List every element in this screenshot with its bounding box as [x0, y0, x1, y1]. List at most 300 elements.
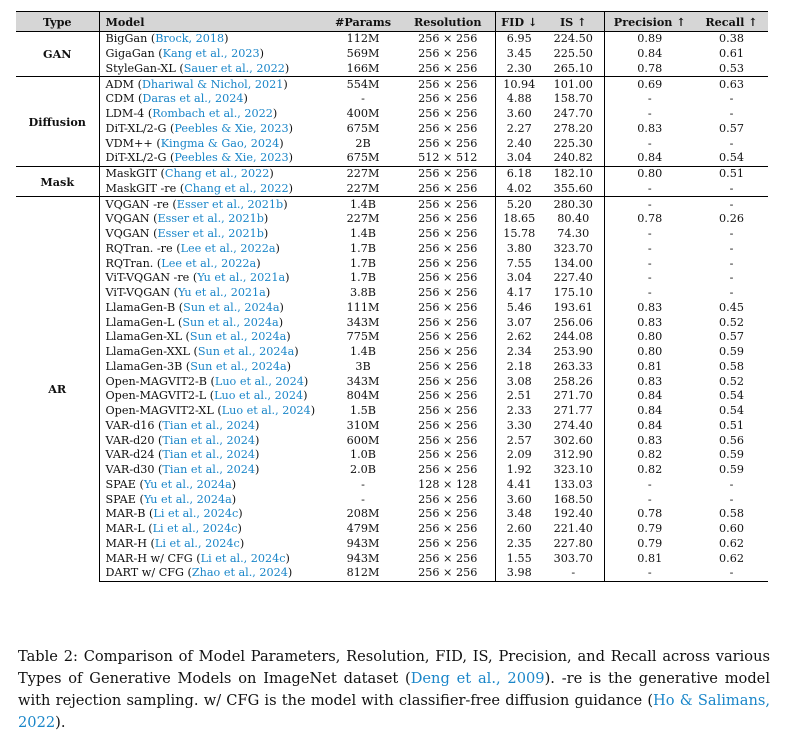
- model-citation-link[interactable]: Daras et al., 2024: [142, 92, 244, 106]
- results-table: [16, 11, 768, 582]
- model-name: DiT-XL/2-G: [105, 151, 167, 165]
- resolution-cell: 256 × 256: [418, 107, 478, 121]
- recall-cell: 0.26: [719, 212, 744, 226]
- is-cell: 302.60: [553, 433, 593, 447]
- caption-text-2: ). -re is the generative model with rejection sampling. w/ CFG is the model with classifier-free diffusion guidance (: [18, 670, 770, 709]
- fid-cell: 1.92: [495, 463, 543, 478]
- precision-cell: -: [604, 197, 695, 212]
- precision-cell: 0.78: [604, 212, 695, 227]
- precision-cell: 0.78: [604, 507, 695, 522]
- model-cell: CDM (Daras et al., 2024): [105, 92, 248, 106]
- model-cell: MAR-H (Li et al., 2024c): [105, 536, 245, 550]
- precision-cell: -: [604, 256, 695, 271]
- model-citation-link[interactable]: Yu et al., 2021a: [177, 286, 266, 300]
- model-citation-link[interactable]: Li et al., 2024c: [153, 507, 239, 521]
- precision-cell: -: [604, 182, 695, 197]
- fid-cell: 4.17: [495, 286, 543, 301]
- precision-cell: -: [604, 227, 695, 242]
- resolution-cell: 256 × 256: [418, 536, 478, 550]
- model-cell: MaskGIT -re (Chang et al., 2022): [105, 181, 293, 195]
- model-name: Open-MAGVIT2-B: [105, 374, 207, 388]
- resolution-cell: 256 × 256: [418, 359, 478, 373]
- model-citation-link[interactable]: Luo et al., 2024: [214, 389, 304, 403]
- table-row: [16, 389, 768, 404]
- precision-cell: 0.69: [604, 77, 695, 92]
- is-cell: 258.26: [553, 374, 593, 388]
- model-name: MAR-L: [105, 522, 145, 536]
- model-citation-link[interactable]: Brock, 2018: [155, 32, 225, 46]
- model-citation-link[interactable]: Yu et al., 2024a: [143, 477, 232, 491]
- is-cell: 271.77: [553, 404, 593, 418]
- fid-cell: 7.55: [495, 256, 543, 271]
- table-row: [16, 419, 768, 434]
- is-cell: 134.00: [553, 256, 593, 270]
- model-name: VQGAN: [105, 212, 150, 226]
- is-cell: 280.30: [543, 197, 604, 212]
- model-citation-link[interactable]: Sun et al., 2024a: [183, 300, 280, 314]
- params-cell: 943M: [346, 551, 380, 565]
- resolution-cell: 256 × 256: [418, 300, 478, 314]
- params-cell: 3.8B: [349, 286, 376, 300]
- table-row: [16, 566, 768, 581]
- fid-cell: 3.98: [495, 566, 543, 581]
- is-cell: 158.70: [553, 92, 593, 106]
- table-row: [16, 522, 768, 537]
- table-row: [16, 212, 768, 227]
- model-cell: ADM (Dhariwal & Nichol, 2021): [99, 77, 325, 92]
- model-name: SPAE: [105, 492, 136, 506]
- model-name: LlamaGen-XXL: [105, 345, 190, 359]
- precision-cell: -: [604, 136, 695, 151]
- model-citation-link[interactable]: Tian et al., 2024: [162, 418, 255, 432]
- params-cell: 1.7B: [349, 271, 376, 285]
- model-name: SPAE: [105, 477, 136, 491]
- model-name: RQTran. -re: [105, 241, 173, 255]
- recall-cell: -: [729, 271, 734, 285]
- model-citation-link[interactable]: Sun et al., 2024a: [182, 315, 279, 329]
- is-cell: 221.40: [553, 522, 593, 536]
- resolution-cell: 256 × 256: [418, 271, 478, 285]
- resolution-cell: 256 × 256: [418, 241, 478, 255]
- resolution-cell: 256 × 256: [401, 32, 495, 47]
- precision-cell: -: [604, 242, 695, 257]
- is-cell: 175.10: [553, 286, 593, 300]
- params-cell: 675M: [346, 121, 380, 135]
- model-citation-link[interactable]: Tian et al., 2024: [162, 433, 255, 447]
- recall-cell: 0.62: [719, 536, 744, 550]
- model-cell: ViT-VQGAN -re (Yu et al., 2021a): [105, 271, 290, 285]
- model-citation-link[interactable]: Peebles & Xie, 2023: [174, 121, 289, 135]
- model-name: BigGan: [105, 32, 148, 46]
- table-row: [16, 77, 768, 92]
- is-cell: 240.82: [553, 151, 593, 165]
- table-row: [16, 271, 768, 286]
- recall-cell: 0.53: [719, 61, 744, 75]
- model-name: VAR-d30: [105, 463, 155, 477]
- caption-text-1: Table 2: Comparison of Model Parameters, Resolution, FID, IS, Precision, and Recall across various Types of Generative Models on ImageNet dataset (: [18, 648, 770, 687]
- recall-cell: -: [729, 181, 734, 195]
- precision-cell: 0.80: [604, 330, 695, 345]
- recall-cell: -: [729, 477, 734, 491]
- model-citation-link[interactable]: Li et al., 2024c: [152, 522, 238, 536]
- table-row: [16, 360, 768, 375]
- model-name: VQGAN: [105, 227, 150, 241]
- model-cell: RQTran. -re (Lee et al., 2022a): [105, 241, 280, 255]
- resolution-cell: 256 × 256: [418, 507, 478, 521]
- resolution-cell: 256 × 256: [401, 197, 495, 212]
- fid-cell: 5.20: [495, 197, 543, 212]
- resolution-cell: 256 × 256: [401, 166, 495, 181]
- model-cell: DiT-XL/2-G (Peebles & Xie, 2023): [105, 151, 293, 165]
- fid-cell: 2.51: [495, 389, 543, 404]
- model-citation-link[interactable]: Lee et al., 2022a: [180, 241, 276, 255]
- is-cell: 355.60: [553, 181, 593, 195]
- model-citation-link[interactable]: Kingma & Gao, 2024: [160, 136, 280, 150]
- model-name: Open-MAGVIT2-L: [105, 389, 207, 403]
- params-cell: 112M: [325, 32, 401, 47]
- precision-cell: 0.79: [604, 522, 695, 537]
- table-row: [16, 197, 768, 212]
- fid-cell: 2.40: [495, 136, 543, 151]
- params-cell: 227M: [325, 166, 401, 181]
- table-row: [16, 404, 768, 419]
- table-row: [16, 345, 768, 360]
- recall-cell: 0.51: [695, 166, 768, 181]
- table-row: [16, 136, 768, 151]
- model-name: VDM++: [105, 136, 153, 150]
- fid-cell: 2.34: [495, 345, 543, 360]
- header-model: Model: [99, 12, 325, 32]
- precision-cell: -: [604, 271, 695, 286]
- recall-cell: -: [729, 227, 734, 241]
- model-citation-link[interactable]: Zhao et al., 2024: [191, 566, 288, 580]
- model-citation-link[interactable]: Tian et al., 2024: [162, 448, 255, 462]
- recall-cell: -: [729, 241, 734, 255]
- model-name: LlamaGen-3B: [105, 359, 183, 373]
- model-cell: MAR-L (Li et al., 2024c): [105, 522, 242, 536]
- model-name: StyleGan-XL: [105, 61, 176, 75]
- is-cell: 168.50: [553, 492, 593, 506]
- precision-cell: -: [604, 566, 695, 581]
- params-cell: -: [361, 492, 365, 506]
- model-cell: DiT-XL/2-G (Peebles & Xie, 2023): [105, 121, 293, 135]
- is-cell: 101.00: [543, 77, 604, 92]
- recall-cell: 0.60: [719, 522, 744, 536]
- is-cell: 323.10: [553, 463, 593, 477]
- model-citation-link[interactable]: Yu et al., 2021a: [197, 271, 286, 285]
- params-cell: 675M: [346, 151, 380, 165]
- resolution-cell: 512 × 512: [418, 151, 478, 165]
- model-cell: MAR-H w/ CFG (Li et al., 2024c): [105, 551, 290, 565]
- recall-cell: -: [729, 92, 734, 106]
- resolution-cell: 256 × 256: [418, 256, 478, 270]
- model-cell: VAR-d24 (Tian et al., 2024): [105, 448, 260, 462]
- is-cell: 225.50: [553, 47, 593, 61]
- is-cell: 192.40: [553, 507, 593, 521]
- model-citation-link[interactable]: Luo et al., 2024: [214, 374, 304, 388]
- fid-cell: 15.78: [495, 227, 543, 242]
- params-cell: 1.7B: [349, 241, 376, 255]
- precision-cell: 0.83: [604, 433, 695, 448]
- params-cell: 812M: [325, 566, 401, 581]
- table-row: [16, 374, 768, 389]
- model-citation-link[interactable]: Esser et al., 2021b: [157, 212, 264, 226]
- model-cell: LDM-4 (Rombach et al., 2022): [105, 107, 278, 121]
- table-row: [16, 122, 768, 137]
- model-cell: VAR-d20 (Tian et al., 2024): [105, 433, 260, 447]
- precision-cell: 0.84: [604, 419, 695, 434]
- resolution-cell: 256 × 256: [418, 121, 478, 135]
- precision-cell: 0.84: [604, 151, 695, 166]
- model-cell: SPAE (Yu et al., 2024a): [105, 477, 237, 491]
- model-citation-link[interactable]: Kang et al., 2023: [162, 47, 260, 61]
- fid-cell: 2.60: [495, 522, 543, 537]
- model-cell: DART w/ CFG (Zhao et al., 2024): [99, 566, 325, 581]
- params-cell: 804M: [346, 389, 380, 403]
- table-row: [16, 448, 768, 463]
- model-cell: BigGan (Brock, 2018): [99, 32, 325, 47]
- precision-cell: -: [604, 492, 695, 507]
- params-cell: 2B: [355, 136, 371, 150]
- table-row: [16, 151, 768, 166]
- is-cell: 133.03: [553, 477, 593, 491]
- precision-cell: 0.81: [604, 551, 695, 566]
- model-citation-link[interactable]: Sun et al., 2024a: [190, 359, 287, 373]
- header-resolution: Resolution: [401, 12, 495, 32]
- precision-cell: -: [604, 107, 695, 122]
- params-cell: 400M: [346, 107, 380, 121]
- table-row: [16, 301, 768, 316]
- model-citation-link[interactable]: Sun et al., 2024a: [189, 330, 287, 344]
- model-cell: GigaGan (Kang et al., 2023): [105, 47, 264, 61]
- table-row: [16, 551, 768, 566]
- table-row: [16, 227, 768, 242]
- fid-cell: 10.94: [495, 77, 543, 92]
- table-row: [16, 492, 768, 507]
- is-cell: 182.10: [543, 166, 604, 181]
- resolution-cell: 256 × 256: [418, 315, 478, 329]
- model-name: ADM: [105, 77, 135, 91]
- model-cell: Open-MAGVIT2-L (Luo et al., 2024): [105, 389, 308, 403]
- model-citation-link[interactable]: Lee et al., 2022a: [161, 256, 257, 270]
- table-row: [16, 166, 768, 181]
- recall-cell: 0.38: [695, 32, 768, 47]
- table-row: [16, 537, 768, 552]
- params-cell: 3B: [355, 359, 371, 373]
- resolution-cell: 256 × 256: [418, 61, 478, 75]
- is-cell: 253.90: [553, 345, 593, 359]
- params-cell: 569M: [346, 47, 380, 61]
- params-cell: 554M: [325, 77, 401, 92]
- fid-cell: 2.33: [495, 404, 543, 419]
- caption-text-3: ).: [55, 714, 66, 731]
- precision-cell: 0.83: [604, 122, 695, 137]
- is-cell: 278.20: [553, 121, 593, 135]
- model-cell: VQGAN -re (Esser et al., 2021b): [99, 197, 325, 212]
- fid-cell: 4.02: [495, 182, 543, 197]
- model-citation-link[interactable]: Peebles & Xie, 2023: [174, 151, 289, 165]
- table-caption: [18, 646, 770, 734]
- fid-cell: 3.45: [495, 47, 543, 62]
- params-cell: 1.4B: [349, 345, 376, 359]
- model-name: RQTran.: [105, 256, 154, 270]
- type-cell: Diffusion: [16, 77, 99, 167]
- table-row: [16, 256, 768, 271]
- recall-cell: 0.59: [719, 448, 744, 462]
- is-cell: 227.40: [553, 271, 593, 285]
- is-cell: 303.70: [553, 551, 593, 565]
- model-cell: MaskGIT (Chang et al., 2022): [99, 166, 325, 181]
- resolution-cell: 256 × 256: [418, 227, 478, 241]
- model-name: LlamaGen-XL: [105, 330, 182, 344]
- params-cell: 227M: [346, 181, 380, 195]
- model-citation-link[interactable]: Chang et al., 2022: [164, 167, 270, 181]
- precision-cell: -: [604, 478, 695, 493]
- table-header-row: [16, 12, 768, 32]
- header-type: Type: [16, 12, 99, 32]
- recall-cell: -: [729, 136, 734, 150]
- precision-cell: 0.83: [604, 315, 695, 330]
- recall-cell: -: [695, 566, 768, 581]
- model-name: LlamaGen-L: [105, 315, 175, 329]
- model-citation-link[interactable]: Yu et al., 2024a: [143, 492, 232, 506]
- params-cell: 208M: [346, 507, 380, 521]
- model-citation-link[interactable]: Rombach et al., 2022: [152, 107, 273, 121]
- is-cell: -: [543, 566, 604, 581]
- is-cell: 265.10: [553, 61, 593, 75]
- table-row: [16, 330, 768, 345]
- recall-cell: 0.57: [719, 121, 744, 135]
- params-cell: -: [361, 477, 365, 491]
- fid-cell: 1.55: [495, 551, 543, 566]
- resolution-cell: 256 × 256: [418, 136, 478, 150]
- table-row: [16, 62, 768, 77]
- precision-cell: 0.81: [604, 360, 695, 375]
- model-cell: VDM++ (Kingma & Gao, 2024): [105, 136, 284, 150]
- precision-cell: 0.84: [604, 404, 695, 419]
- model-name: LlamaGen-B: [105, 300, 176, 314]
- model-citation-link[interactable]: Tian et al., 2024: [162, 463, 255, 477]
- resolution-cell: 256 × 256: [418, 212, 478, 226]
- model-name: MAR-H: [105, 536, 147, 550]
- fid-cell: 2.57: [495, 433, 543, 448]
- recall-cell: 0.54: [719, 404, 744, 418]
- resolution-cell: 256 × 256: [418, 330, 478, 344]
- recall-cell: 0.61: [719, 47, 744, 61]
- recall-cell: 0.62: [719, 551, 744, 565]
- is-cell: 256.06: [553, 315, 593, 329]
- recall-cell: 0.52: [719, 315, 744, 329]
- recall-cell: 0.59: [719, 463, 744, 477]
- model-name: DART w/ CFG: [105, 566, 184, 580]
- recall-cell: 0.45: [719, 300, 744, 314]
- is-cell: 323.70: [553, 241, 593, 255]
- precision-cell: 0.79: [604, 537, 695, 552]
- table-row: [16, 47, 768, 62]
- model-citation-link[interactable]: Li et al., 2024c: [154, 536, 240, 550]
- resolution-cell: 256 × 256: [418, 448, 478, 462]
- precision-cell: 0.83: [604, 374, 695, 389]
- params-cell: 343M: [346, 315, 380, 329]
- model-citation-link[interactable]: Dhariwal & Nichol, 2021: [141, 77, 284, 91]
- params-cell: 775M: [346, 330, 380, 344]
- precision-cell: -: [604, 286, 695, 301]
- header-params: #Params: [325, 12, 401, 32]
- resolution-cell: 256 × 256: [401, 77, 495, 92]
- fid-cell: 6.18: [495, 166, 543, 181]
- precision-cell: 0.84: [604, 47, 695, 62]
- model-name: VAR-d16: [105, 418, 155, 432]
- params-cell: 1.5B: [349, 404, 376, 418]
- model-citation-link[interactable]: Sauer et al., 2022: [183, 61, 285, 75]
- params-cell: 943M: [346, 536, 380, 550]
- params-cell: 1.0B: [349, 448, 376, 462]
- precision-cell: 0.78: [604, 62, 695, 77]
- model-citation-link[interactable]: Esser et al., 2021b: [176, 197, 284, 211]
- is-cell: 274.40: [553, 418, 593, 432]
- model-citation-link[interactable]: Luo et al., 2024: [221, 404, 311, 418]
- fid-cell: 2.62: [495, 330, 543, 345]
- recall-cell: 0.58: [719, 507, 744, 521]
- resolution-cell: 256 × 256: [418, 522, 478, 536]
- is-cell: 247.70: [553, 107, 593, 121]
- params-cell: 479M: [346, 522, 380, 536]
- precision-cell: 0.80: [604, 345, 695, 360]
- table-row: [16, 182, 768, 197]
- fid-cell: 3.30: [495, 419, 543, 434]
- recall-cell: 0.59: [719, 345, 744, 359]
- model-name: MaskGIT: [105, 167, 157, 181]
- recall-cell: -: [729, 492, 734, 506]
- model-cell: LlamaGen-3B (Sun et al., 2024a): [105, 359, 292, 373]
- is-cell: 224.50: [543, 32, 604, 47]
- model-citation-link[interactable]: Sun et al., 2024a: [197, 345, 295, 359]
- precision-cell: 0.89: [604, 32, 695, 47]
- is-cell: 271.70: [553, 389, 593, 403]
- recall-cell: -: [695, 197, 768, 212]
- model-citation-link[interactable]: Chang et al., 2022: [184, 181, 289, 195]
- params-cell: 1.7B: [349, 256, 376, 270]
- results-table-container: [16, 11, 768, 582]
- type-cell: AR: [16, 197, 99, 582]
- resolution-cell: 128 × 128: [418, 477, 478, 491]
- resolution-cell: 256 × 256: [418, 389, 478, 403]
- table-row: [16, 507, 768, 522]
- resolution-cell: 256 × 256: [418, 47, 478, 61]
- fid-cell: 18.65: [495, 212, 543, 227]
- precision-cell: 0.82: [604, 448, 695, 463]
- fid-cell: 2.30: [495, 62, 543, 77]
- header-precision: Precision ↑: [604, 12, 695, 32]
- resolution-cell: 256 × 256: [418, 404, 478, 418]
- resolution-cell: 256 × 256: [418, 181, 478, 195]
- model-cell: LlamaGen-L (Sun et al., 2024a): [105, 315, 284, 329]
- fid-cell: 2.27: [495, 122, 543, 137]
- recall-cell: -: [729, 107, 734, 121]
- model-citation-link[interactable]: Esser et al., 2021b: [157, 227, 264, 241]
- is-cell: 74.30: [557, 227, 590, 241]
- fid-cell: 3.60: [495, 492, 543, 507]
- recall-cell: 0.54: [719, 151, 744, 165]
- model-citation-link[interactable]: Li et al., 2024c: [200, 551, 286, 565]
- model-name: DiT-XL/2-G: [105, 121, 167, 135]
- caption-citation-deng[interactable]: Deng et al., 2009: [410, 670, 545, 687]
- fid-cell: 4.41: [495, 478, 543, 493]
- is-cell: 225.30: [553, 136, 593, 150]
- caption-citation-ho[interactable]: Ho & Salimans, 2022: [18, 692, 770, 731]
- recall-cell: 0.56: [719, 433, 744, 447]
- recall-cell: 0.51: [719, 418, 744, 432]
